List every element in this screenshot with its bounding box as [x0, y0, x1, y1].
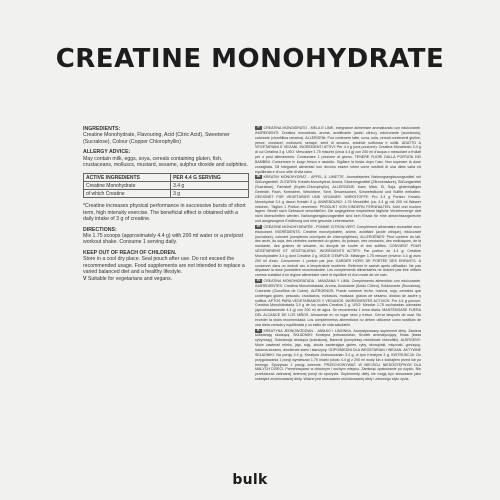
table-cell: Creatine Monohydrate: [84, 182, 171, 190]
table-row: [84, 190, 249, 198]
language-paragraph-de: [255, 175, 421, 223]
brand-logo: bulk: [232, 472, 268, 488]
language-paragraph-pl: [255, 329, 421, 382]
france-flag-icon: FR: [256, 224, 261, 228]
allergy-text: May contain milk, eggs, soya, cereals containing gluten, fish, crustaceans, molluscs, mustard, sesame, sulphur dioxide and sulphites.: [83, 155, 248, 169]
vegan-note: [83, 276, 249, 282]
allergy-heading: ALLERGY ADVICE:: [83, 149, 131, 156]
language-paragraph-es: [255, 279, 421, 327]
vegan-note-text: Suitable for vegetarians and vegans.: [87, 275, 173, 282]
paragraph-text: CRÉATINE MONOHYDRATÉE - POMME CITRON VERT. Complément alimentaire aromatisé avec édulcorant. INGRÉDIENTS: Créatine monohydratée, arôme, acidifiant (acide citrique), édulcorant (sucralose), colorant (complexes cuivriques de chlorophyllines). ALLERGÈNES: Peut contenir du lait, des œufs, du soja, des céréales contenant du gluten, du poisson, des crustacés, des mollusques, de la moutarde, des graines de sésame, du dioxyde de soufre et des sulfites. CONVIENT POUR VÉGÉTARIENS ET VÉGÉTALIENS. INGRÉDIENTS ACTIFS: Par portion de 4.4 g: Créatine Monohydratée 3.4 g dont Créatine 3 g. MODE D'EMPLOI: Mélanger 1.75 mesure (environ 4.4 g) avec 200 ml d'eau. Consommer 1 portion par jour. GARDER HORS DE PORTÉE DES ENFANTS. À conserver dans un endroit sec à température modérée. Refermer le sachet après utilisation. Ne pas dépasser la dose journalière recommandée. Les compléments alimentaires ne doivent pas être utilisés comme substitut d'un régime alimentaire varié et équilibré et d'un mode de vie sain.: [255, 224, 421, 278]
ingredients-text: Creatine Monohydrate, Flavouring, Acid (Citric Acid), Sweetener (Sucralose), Colour (Copper Chlorophyllin): [83, 132, 230, 145]
table-cell: 3 g: [171, 190, 249, 198]
storage-text: Store in a cool dry place. Seal pouch after use. Do not exceed the recommended usage. Food supplements are not intended to replace a varied balanced diet and a healthy lifestyle.: [83, 256, 245, 276]
storage-heading: KEEP OUT OF REACH OF CHILDREN.: [83, 249, 177, 256]
germany-flag-icon: DE: [256, 175, 261, 179]
paragraph-text: KREATIN MONOHYDRAT - APFEL & LIMETTE. Aromatisiertes Nahrungsergänzungsmittel mit Süßungsmittel. ZUTATEN: Kreatin-Monohydrat, Aroma, Säuerungsmittel (Zitronensäure), Süßungsmittel (Sucralose), Farbstoff (Kupfer-Chlorophyllin). ALLERGENE: Kann Milch, Ei, Soja, glutenhaltiges Getreide, Fisch, Krebstiere, Weichtiere, Senf, Sesamsamen, Schwefeldioxid und Sulfite enthalten. GEEIGNET FÜR VEGETARIER UND VEGANER. WIRKSTOFFE: Pro 4.4 g Portion: Kreatin-Monohydrat 3.4 g davon Kreatin 3 g. ANWENDUNG: 1.75 Messlöffel (ca. 4.4 g) mit 200 ml Wasser mischen. Täglich 1 Portion verzehren. PRODUKT VON KINDERN FERNHALTEN. Kühl und trocken lagern. Beutel nach Gebrauch verschließen. Die angegebene empfohlene tägliche Verzehrmenge darf nicht überschritten werden. Nahrungsergänzungsmittel sind kein Ersatz für eine abwechslungsreiche und ausgewogene Ernährung und eine gesunde Lebensweise.: [255, 175, 421, 224]
multilingual-label-column: [255, 126, 421, 466]
directions-text: Mix 1.75 scoops (approximately 4.4 g) with 200 ml water or a pre/post workout shake. Consume 1 serving daily.: [83, 233, 244, 246]
italy-flag-icon: IT: [255, 126, 262, 130]
table-header-cell: PER 4.4 G SERVING: [171, 174, 249, 182]
spain-flag-icon: ES: [256, 279, 261, 283]
ingredients-heading: INGREDIENTS:: [83, 126, 121, 132]
table-cell: of which Creatine: [84, 190, 171, 198]
language-paragraph-fr: [255, 225, 421, 278]
table-header-cell: ACTIVE INGREDIENTS: [84, 174, 171, 182]
english-label-column: [83, 126, 249, 282]
paragraph-text: CREATINA MONOHIDRATADA - MANZANA Y LIMA. Complemento alimenticio con edulcorante. INGREDIENTES: Creatina Monohidratada, Aroma, Acidulante (Ácido Cítrico), Edulcorante (Sucralosa), Colorante (Clorofilina de Cobre). ALÉRGENOS: Puede contener leche, huevos, soja, cereales que contengan gluten, pescado, crustáceos, moluscos, mostaza, granos de sésamo, dióxido de azufre y sulfitos. APTOS PARA VEGETARIANOS Y VEGANOS. INGREDIENTES ACTIVOS: Por 4.4 g porción: Creatina Monohidratada 3.4 g de los cuales Creatina 3 g. USO: Mezclar 1.75 cucharadas colmadas (aproximadamente 4.4 g) con 200 ml de agua. Se recomienda 1 toma diaria. MANTÉNGASE FUERA DEL ALCANCE DE LOS NIÑOS. Almacenar en un lugar seco y fresco. Cerrar después de usar. No exceder la dosis recomendada. Los complementos alimenticios no deben utilizarse como sustituto de una dieta variada y equilibrada y un estilo de vida saludable.: [255, 279, 421, 327]
vegetarian-v-icon: V: [83, 275, 87, 282]
paragraph-text: KREATYNA JEDNOWODZIAN - JABŁKO I LIMONKA. Aromatyzowany suplement diety. Zawiera substancję słodzącą. SKŁADNIKI: Kreatyna jednowodzian, Środek aromatyzujący, Kwas (kwas cytrynowy), Substancja słodząca (sukraloza), Barwnik (kompleksy miedziowe chlorofilin). ALERGENY: Może zawierać mleko, jaja, soję, zboża zawierające gluten, ryby, skorupiaki, mięczaki, gorczycę, nasiona sezamu, dwutlenek siarki i siarczyny. ODPOWIEDNI DLA WEGETARIAN I WEGAN. AKTYWNE SKŁADNIKI: Na porcję 4.4 g: Kreatyna Jednowodzian 3.4 g, w tym Kreatyna 3 g. INSTRUKCJA: Do przygotowania 1 porcji wymieszać 1.75 miarki (około 4.4 g) z 200 ml wody lub z koktajlem przed lub po treningu. Spożywać 1 porcję dziennie. PRZECHOWYWAĆ W MIEJSCU NIEDOSTĘPNYM DLA MAŁYCH DZIECI. Przechowywać w chłodnym i suchym miejscu. Zamknąć opakowanie po użyciu. Nie przekraczać zalecanej dziennej porcji do spożycia. Suplementy diety nie mogą być stosowane jako substytut zróżnicowanej diety. Ważne jest stosowanie zróżnicowanej diety i zdrowego stylu życia.: [255, 328, 421, 382]
language-paragraph-it: [255, 126, 421, 174]
table-cell: 3.4 g: [171, 182, 249, 190]
active-ingredients-table: [83, 173, 249, 198]
table-header-row: [84, 174, 249, 182]
directions-heading: DIRECTIONS:: [83, 226, 117, 233]
table-row: [84, 182, 249, 190]
product-title: CREATINE MONOHYDRATE: [55, 44, 445, 74]
poland-flag-icon: PL: [256, 328, 261, 332]
paragraph-text: CREATINA MONOIDRATO - MELA E LIME. Integratore alimentare aromatizzato con edulcorante. INGREDIENTI: Creatina monoidrato, aroma, acidificante (acido citrico), edulcorante (sucralosio), colorante (clorofillina rameica). ALLERGENI: Può contenere latte, uova, soia, cereali contenenti glutine, pesce, crostacei, molluschi, senape, semi di sesamo, anidride solforosa e solfiti. ADATTO A VEGETARIANI E VEGANI. INGREDIENTI ATTIVI: Per 4.4 g (una porzione): Creatina Monoidrato 3.4 g di cui Creatina 3 g. USO: Mescolare 1.75 misurini (circa 4.4 g) con 200 ml d'acqua o mescolare a frullati pre o post allenamento. Consumare 1 porzione al giorno. TENERE FUORI DALLA PORTATA DEI BAMBINI. Conservare in luogo fresco e asciutto. Sigillare la busta dopo l'uso. Non superare la dose consigliata. Gli integratori alimentari non devono essere intesi come sostituti di una dieta varia ed equilibrata e di uno stile di vita sano.: [255, 126, 421, 174]
creatine-claim: *Creatine increases physical performance in successive bursts of short term, high intensity exercise. The beneficial effect is obtained with a daily intake of 3 g of creatine.: [83, 203, 246, 223]
